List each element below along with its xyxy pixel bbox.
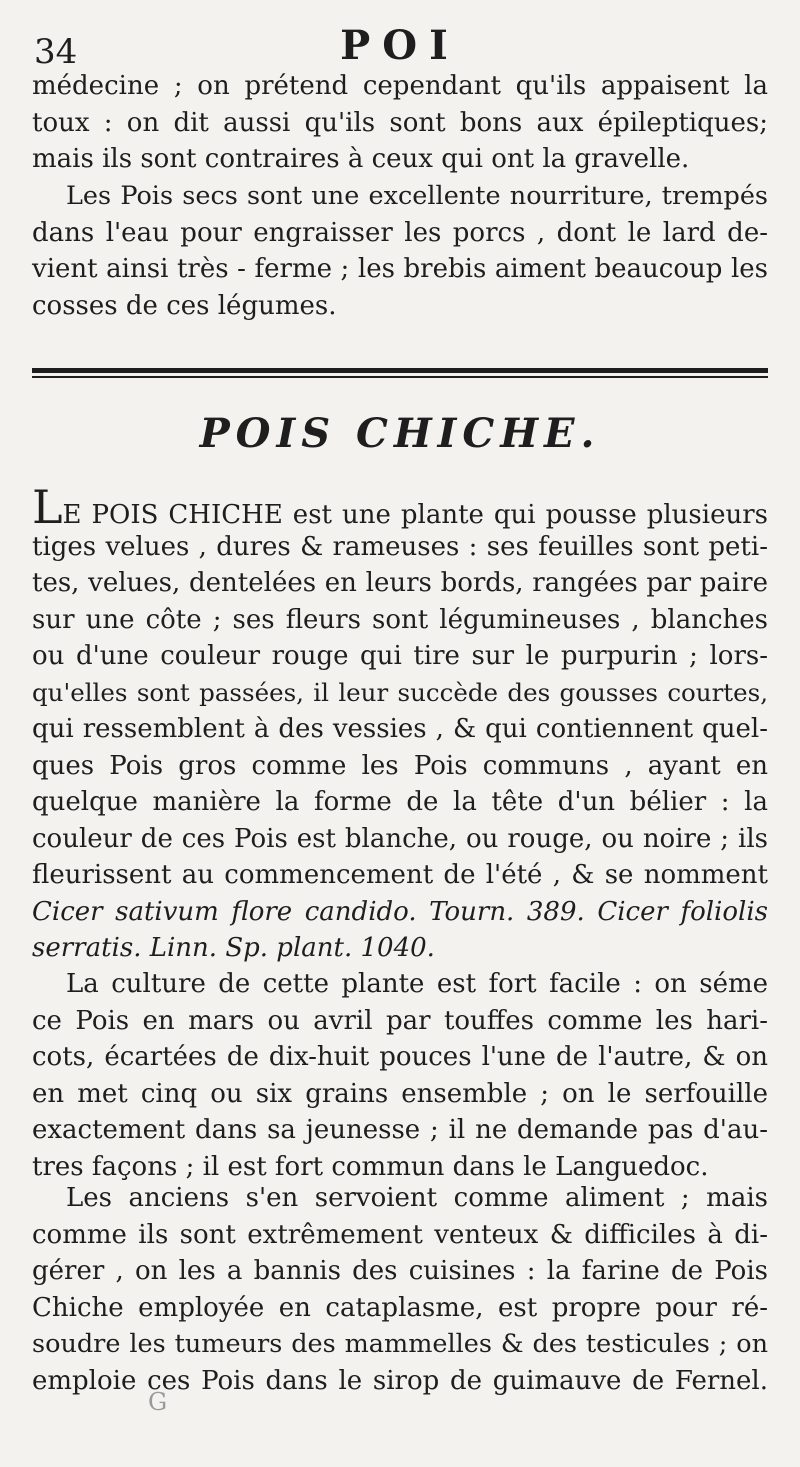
- second-paragraph: [32, 178, 768, 324]
- text-line: en met cinq ou six grains ensemble ; on le serfouille: [32, 1078, 768, 1109]
- text-line: exactement dans sa jeunesse ; il ne demande pas d'au-: [32, 1115, 768, 1145]
- signature-mark: G: [148, 1388, 168, 1416]
- text-line: tres façons ; il est fort commun dans le Languedoc.: [32, 1151, 709, 1182]
- running-title: POI: [340, 22, 460, 69]
- page-number: 34: [34, 32, 78, 72]
- divider-rule-thick: [32, 368, 768, 373]
- text-line: fleurissent au commencement de l'été , & se nomment: [32, 860, 768, 890]
- text-line-latin: Cicer sativum flore candido. Tourn. 389. Cicer foliolis: [32, 896, 768, 927]
- text-line: quelque manière la forme de la tête d'un bélier : la: [32, 787, 768, 817]
- text-line: couleur de ces Pois est blanche, ou rouge, ou noire ; ils: [32, 823, 768, 854]
- text-line: dans l'eau pour engraisser les porcs , dont le lard de-: [32, 217, 768, 248]
- section-paragraph-3: [32, 1180, 768, 1399]
- text-line: ce Pois en mars ou avril par touffes comme les hari-: [32, 1005, 768, 1036]
- text-line: Les anciens s'en servoient comme aliment ; mais: [66, 1183, 768, 1213]
- first-line-rest: est une plante qui pousse plusieurs: [282, 500, 768, 530]
- text-line: ques Pois gros comme les Pois communs , ayant en: [32, 750, 768, 781]
- text-line: tiges velues , dures & rameuses : ses feuilles sont peti-: [32, 531, 768, 562]
- first-line: [32, 480, 768, 534]
- text-line: sur une côte ; ses fleurs sont légumineuses , blanches: [32, 604, 768, 635]
- intro-paragraph: [32, 68, 768, 178]
- lead-smallcaps: E POIS CHICHE: [62, 500, 283, 530]
- text-line: Les Pois secs sont une excellente nourriture, trempés: [66, 181, 768, 211]
- text-line: gérer , on les a bannis des cuisines : la farine de Pois: [32, 1256, 768, 1286]
- text-line: ou d'une couleur rouge qui tire sur le purpurin ; lors-: [32, 641, 768, 671]
- text-line: vient ainsi très - ferme ; les brebis aiment beaucoup les: [32, 254, 768, 284]
- section-divider: [32, 368, 768, 378]
- text-line: qui ressemblent à des vessies , & qui contiennent quel-: [32, 714, 768, 744]
- text-line: cots, écartées de dix-huit pouces l'une de l'autre, & on: [32, 1042, 768, 1072]
- text-line: comme ils sont extrêmement venteux & difficiles à di-: [32, 1219, 768, 1250]
- text-line-latin: serratis. Linn. Sp. plant. 1040.: [32, 933, 435, 963]
- text-line: toux : on dit aussi qu'ils sont bons aux épileptiques;: [32, 107, 768, 138]
- section-title: POIS CHICHE.: [199, 410, 601, 457]
- text-line: La culture de cette plante est fort facile : on séme: [66, 969, 768, 999]
- text-line: tes, velues, dentelées en leurs bords, rangées par paire: [32, 568, 768, 598]
- text-line: qu'elles sont passées, il leur succède des gousses courtes,: [32, 677, 768, 707]
- text-line: médecine ; on prétend cependant qu'ils appaisent la: [32, 71, 768, 101]
- section-paragraph-2: [32, 966, 768, 1185]
- text-line: emploie ces Pois dans le sirop de guimauve de Fernel.: [32, 1365, 768, 1396]
- text-line: cosses de ces légumes.: [32, 290, 337, 321]
- drop-cap: L: [32, 480, 63, 534]
- text-line: Chiche employée en cataplasme, est propre pour ré-: [32, 1292, 768, 1323]
- text-line: soudre les tumeurs des mammelles & des testicules ; on: [32, 1329, 768, 1359]
- section-paragraph-1: [32, 480, 768, 967]
- text-line: mais ils sont contraires à ceux qui ont la gravelle.: [32, 144, 690, 174]
- divider-rule-thin: [32, 376, 768, 378]
